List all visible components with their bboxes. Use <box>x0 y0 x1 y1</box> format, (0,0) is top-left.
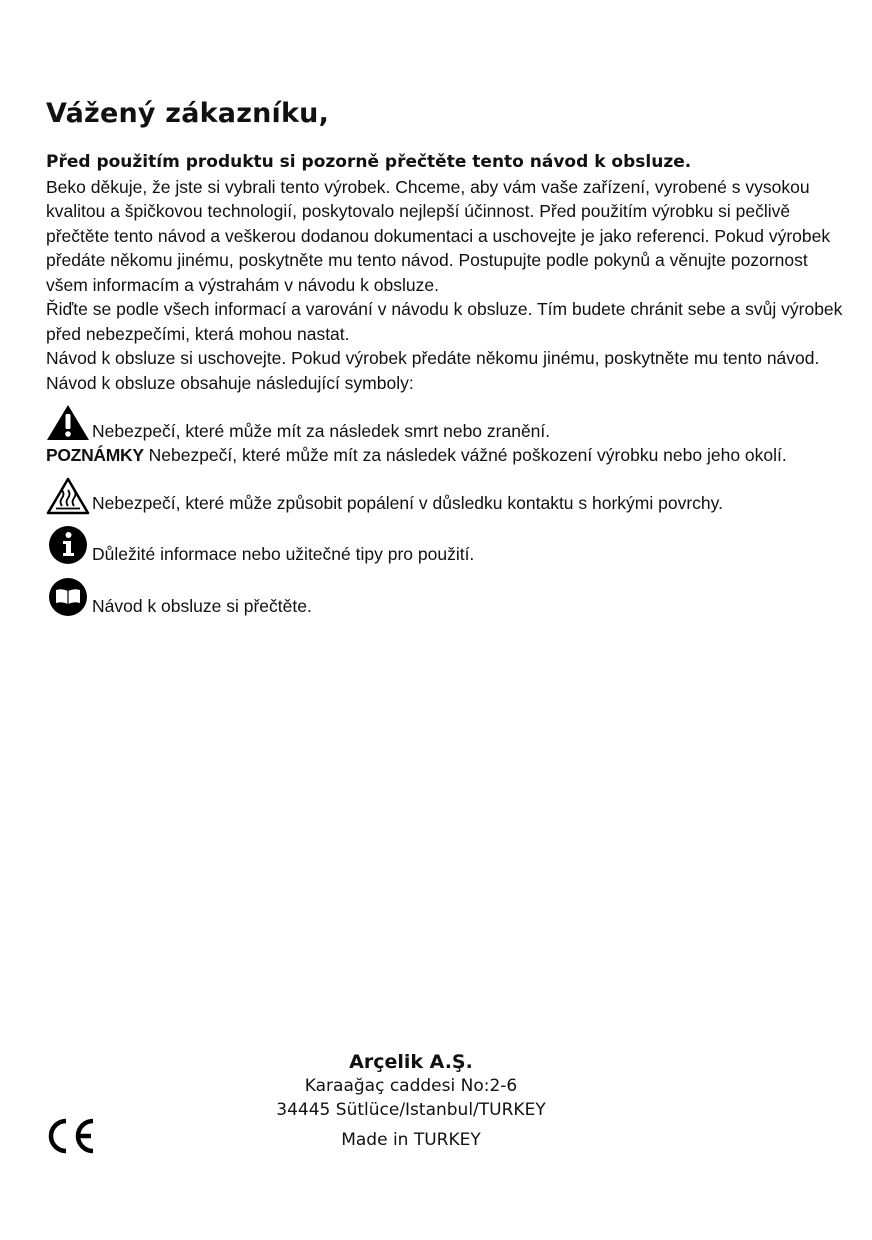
manufacturer-address <box>250 1050 572 1152</box>
notes-label: POZNÁMKY <box>46 445 144 465</box>
warning-triangle-icon <box>46 403 92 443</box>
danger-symbol-text: Nebezpečí, které může mít za následek smrt nebo zranění. <box>92 420 551 441</box>
intro-paragraph: Beko děkuje, že jste si vybrali tento výrobek. Chceme, aby vám vaše zařízení, vyrobené s vysokou kvalitou a špičkovou technologií, poskytovalo nejlepší účinnost. Před použitím výrobku si pečlivě přečtěte tento návod a veškerou dodanou dokumentaci a uschovejte je jako referenci. Pokud výrobek předáte někomu jinému, poskytněte mu tento návod. Postupujte podle pokynů a věnujte pozornost všem informacím a výstrahám v návodu k obsluze. <box>46 176 831 295</box>
read-manual-symbol-row <box>46 577 846 619</box>
read-manual-symbol-text: Návod k obsluze si přečtěte. <box>92 596 312 616</box>
made-in-label: Made in TURKEY <box>341 1130 481 1150</box>
hot-surface-icon <box>46 476 92 516</box>
lead-instruction: Před použitím produktu si pozorně přečtěte tento návod k obsluze. <box>46 152 692 172</box>
safety-paragraph: Řiďte se podle všech informací a varování v návodu k obsluze. Tím budete chránit sebe a svůj výrobek před nebezpečími, která mohou nastat. <box>46 299 843 344</box>
keep-manual-paragraph: Návod k obsluze si uschovejte. Pokud výrobek předáte někomu jinému, poskytněte mu tento návod. <box>46 348 820 368</box>
notes-symbol-text: Nebezpečí, které může mít za následek vážné poškození výrobku nebo jeho okolí. <box>143 445 787 465</box>
info-icon <box>46 525 92 567</box>
ce-mark-icon <box>44 1116 100 1156</box>
page-title: Vážený zákazníku, <box>46 98 330 129</box>
symbols-intro: Návod k obsluze obsahuje následující symboly: <box>46 372 414 393</box>
address-street: Karaağaç caddesi No:2-6 <box>304 1076 518 1096</box>
hot-surface-symbol-text: Nebezpečí, které může způsobit popálení v důsledku kontaktu s horkými povrchy. <box>92 493 723 513</box>
notes-symbol-row <box>46 443 846 468</box>
address-city: 34445 Sütlüce/Istanbul/TURKEY <box>276 1100 546 1120</box>
book-icon <box>46 577 92 619</box>
danger-symbol-row <box>46 403 846 443</box>
info-symbol-text: Důležité informace nebo užitečné tipy pro použití. <box>92 544 475 564</box>
company-name: Arçelik A.Ş. <box>349 1051 473 1073</box>
info-symbol-row <box>46 525 846 567</box>
hot-surface-symbol-row <box>46 476 846 516</box>
manual-intro <box>46 150 846 619</box>
